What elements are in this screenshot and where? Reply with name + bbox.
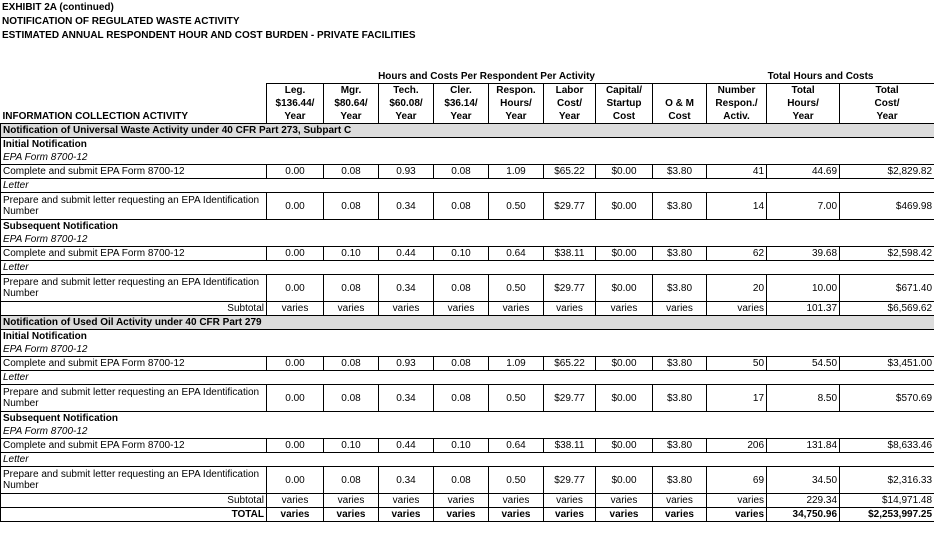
value-cell: varies bbox=[324, 494, 379, 508]
value-cell: 0.08 bbox=[434, 357, 489, 371]
value-cell: $2,829.82 bbox=[840, 165, 934, 179]
value-cell: varies bbox=[379, 508, 434, 522]
subsection-header bbox=[1, 220, 934, 234]
table-row bbox=[1, 467, 934, 494]
value-cell: 0.50 bbox=[489, 385, 544, 412]
column-header: $60.08/ bbox=[379, 97, 434, 110]
value-cell: 0.00 bbox=[267, 165, 324, 179]
column-header-row bbox=[1, 110, 934, 124]
subsection-header bbox=[1, 138, 934, 152]
value-cell: 69 bbox=[707, 467, 767, 494]
activity-cell: Complete and submit EPA Form 8700-12 bbox=[1, 247, 267, 261]
row-label: Subtotal bbox=[1, 302, 267, 316]
column-header: $36.14/ bbox=[434, 97, 489, 110]
value-cell: $65.22 bbox=[544, 357, 596, 371]
column-header: Total bbox=[767, 84, 840, 98]
value-cell: 0.00 bbox=[267, 467, 324, 494]
section-header bbox=[1, 124, 934, 138]
value-cell: $0.00 bbox=[596, 275, 653, 302]
value-cell: varies bbox=[707, 494, 767, 508]
column-header: Startup bbox=[596, 97, 653, 110]
form-label-row bbox=[1, 151, 934, 165]
column-header: $80.64/ bbox=[324, 97, 379, 110]
table-row bbox=[1, 193, 934, 220]
value-cell: 0.00 bbox=[267, 275, 324, 302]
value-cell: 0.64 bbox=[489, 439, 544, 453]
activity-cell: Prepare and submit letter requesting an EPA Identification Number bbox=[1, 193, 267, 220]
table-row bbox=[1, 385, 934, 412]
value-cell: $0.00 bbox=[596, 247, 653, 261]
form-label: EPA Form 8700-12 bbox=[1, 425, 934, 439]
value-cell: 39.68 bbox=[767, 247, 840, 261]
value-cell: 0.10 bbox=[324, 439, 379, 453]
form-label: Letter bbox=[1, 371, 934, 385]
value-cell: varies bbox=[267, 302, 324, 316]
subsection-title: Initial Notification bbox=[1, 138, 934, 152]
value-cell: varies bbox=[324, 508, 379, 522]
table-row bbox=[1, 357, 934, 371]
column-header: Cost/ bbox=[840, 97, 934, 110]
form-label-row bbox=[1, 179, 934, 193]
form-label: EPA Form 8700-12 bbox=[1, 233, 934, 247]
column-header: Year bbox=[267, 110, 324, 124]
value-cell: varies bbox=[434, 508, 489, 522]
subsection-title: Initial Notification bbox=[1, 330, 934, 344]
value-cell: varies bbox=[379, 494, 434, 508]
form-label: EPA Form 8700-12 bbox=[1, 151, 934, 165]
form-label-row bbox=[1, 343, 934, 357]
value-cell: 0.00 bbox=[267, 247, 324, 261]
value-cell: varies bbox=[596, 302, 653, 316]
value-cell: 0.08 bbox=[324, 385, 379, 412]
column-header: O & M bbox=[653, 97, 707, 110]
exhibit-title: EXHIBIT 2A (continued) bbox=[2, 2, 114, 13]
value-cell: 1.09 bbox=[489, 165, 544, 179]
section-title: Notification of Universal Waste Activity under 40 CFR Part 273, Subpart C bbox=[1, 124, 934, 138]
value-cell: 0.34 bbox=[379, 275, 434, 302]
column-header bbox=[653, 84, 707, 98]
value-cell: varies bbox=[544, 302, 596, 316]
value-cell: varies bbox=[707, 302, 767, 316]
value-cell: $3,451.00 bbox=[840, 357, 934, 371]
group-header-totals: Total Hours and Costs bbox=[707, 70, 934, 84]
activity-cell: Prepare and submit letter requesting an EPA Identification Number bbox=[1, 467, 267, 494]
value-cell: 0.10 bbox=[324, 247, 379, 261]
value-cell: $3.80 bbox=[653, 467, 707, 494]
value-cell: 0.93 bbox=[379, 357, 434, 371]
section-header bbox=[1, 316, 934, 330]
form-label: Letter bbox=[1, 261, 934, 275]
value-cell: 7.00 bbox=[767, 193, 840, 220]
value-cell: 0.10 bbox=[434, 439, 489, 453]
value-cell: 0.50 bbox=[489, 467, 544, 494]
value-cell: 17 bbox=[707, 385, 767, 412]
column-header: Year bbox=[767, 110, 840, 124]
group-header-row bbox=[1, 70, 934, 84]
column-header: Hours/ bbox=[489, 97, 544, 110]
value-cell: varies bbox=[267, 494, 324, 508]
value-cell: $2,253,997.25 bbox=[840, 508, 934, 522]
column-header: Respon. bbox=[489, 84, 544, 98]
subsection-title: Subsequent Notification bbox=[1, 220, 934, 234]
column-header: Activ. bbox=[707, 110, 767, 124]
column-header: Mgr. bbox=[324, 84, 379, 98]
column-header: Cler. bbox=[434, 84, 489, 98]
value-cell: $570.69 bbox=[840, 385, 934, 412]
table-row bbox=[1, 275, 934, 302]
subsection-header bbox=[1, 412, 934, 426]
value-cell: 0.08 bbox=[434, 385, 489, 412]
form-label: EPA Form 8700-12 bbox=[1, 343, 934, 357]
row-label: Subtotal bbox=[1, 494, 267, 508]
value-cell: varies bbox=[596, 494, 653, 508]
activity-cell: Prepare and submit letter requesting an EPA Identification Number bbox=[1, 385, 267, 412]
column-header: Year bbox=[544, 110, 596, 124]
value-cell: $29.77 bbox=[544, 467, 596, 494]
value-cell: 20 bbox=[707, 275, 767, 302]
column-header: Total bbox=[840, 84, 934, 98]
row-label: TOTAL bbox=[1, 508, 267, 522]
subsection-header bbox=[1, 330, 934, 344]
value-cell: $3.80 bbox=[653, 193, 707, 220]
value-cell: varies bbox=[596, 508, 653, 522]
table-row bbox=[1, 247, 934, 261]
value-cell: 0.08 bbox=[324, 193, 379, 220]
value-cell: 14 bbox=[707, 193, 767, 220]
column-header: Year bbox=[840, 110, 934, 124]
value-cell: 0.34 bbox=[379, 385, 434, 412]
value-cell: $29.77 bbox=[544, 193, 596, 220]
value-cell: $2,316.33 bbox=[840, 467, 934, 494]
form-label-row bbox=[1, 371, 934, 385]
value-cell: 34,750.96 bbox=[767, 508, 840, 522]
value-cell: $14,971.48 bbox=[840, 494, 934, 508]
value-cell: 34.50 bbox=[767, 467, 840, 494]
value-cell: $6,569.62 bbox=[840, 302, 934, 316]
value-cell: 101.37 bbox=[767, 302, 840, 316]
value-cell: $3.80 bbox=[653, 247, 707, 261]
total-row bbox=[1, 508, 934, 522]
value-cell: 10.00 bbox=[767, 275, 840, 302]
value-cell: $0.00 bbox=[596, 385, 653, 412]
value-cell: varies bbox=[544, 494, 596, 508]
value-cell: 0.00 bbox=[267, 193, 324, 220]
form-label: Letter bbox=[1, 453, 934, 467]
value-cell: 0.08 bbox=[434, 193, 489, 220]
table-row bbox=[1, 439, 934, 453]
value-cell: $3.80 bbox=[653, 165, 707, 179]
value-cell: 62 bbox=[707, 247, 767, 261]
value-cell: $65.22 bbox=[544, 165, 596, 179]
value-cell: varies bbox=[544, 508, 596, 522]
value-cell: $38.11 bbox=[544, 247, 596, 261]
value-cell: $0.00 bbox=[596, 439, 653, 453]
value-cell: $3.80 bbox=[653, 275, 707, 302]
blank-cell bbox=[1, 84, 267, 98]
column-header: Capital/ bbox=[596, 84, 653, 98]
value-cell: 0.93 bbox=[379, 165, 434, 179]
column-header: Labor bbox=[544, 84, 596, 98]
form-label: Letter bbox=[1, 179, 934, 193]
value-cell: 229.34 bbox=[767, 494, 840, 508]
column-header: $136.44/ bbox=[267, 97, 324, 110]
value-cell: 41 bbox=[707, 165, 767, 179]
value-cell: 0.08 bbox=[324, 357, 379, 371]
value-cell: 0.50 bbox=[489, 275, 544, 302]
value-cell: 0.08 bbox=[324, 467, 379, 494]
value-cell: 54.50 bbox=[767, 357, 840, 371]
column-header: Number bbox=[707, 84, 767, 98]
blank-cell bbox=[1, 97, 267, 110]
value-cell: 8.50 bbox=[767, 385, 840, 412]
subtotal-row bbox=[1, 302, 934, 316]
exhibit-caption: ESTIMATED ANNUAL RESPONDENT HOUR AND COST BURDEN - PRIVATE FACILITIES bbox=[2, 30, 416, 41]
value-cell: 0.44 bbox=[379, 439, 434, 453]
column-header: Year bbox=[324, 110, 379, 124]
subtotal-row bbox=[1, 494, 934, 508]
value-cell: 0.00 bbox=[267, 385, 324, 412]
value-cell: 0.08 bbox=[434, 467, 489, 494]
exhibit-title-block bbox=[2, 1, 416, 43]
column-header: Cost bbox=[596, 110, 653, 124]
value-cell: varies bbox=[267, 508, 324, 522]
value-cell: $8,633.46 bbox=[840, 439, 934, 453]
column-header: Respon./ bbox=[707, 97, 767, 110]
value-cell: $29.77 bbox=[544, 275, 596, 302]
value-cell: 1.09 bbox=[489, 357, 544, 371]
value-cell: $469.98 bbox=[840, 193, 934, 220]
value-cell: $2,598.42 bbox=[840, 247, 934, 261]
column-header: Tech. bbox=[379, 84, 434, 98]
value-cell: $3.80 bbox=[653, 357, 707, 371]
form-label-row bbox=[1, 261, 934, 275]
activity-cell: Prepare and submit letter requesting an EPA Identification Number bbox=[1, 275, 267, 302]
value-cell: 0.00 bbox=[267, 439, 324, 453]
column-header: Cost bbox=[653, 110, 707, 124]
column-header: Year bbox=[434, 110, 489, 124]
form-label-row bbox=[1, 425, 934, 439]
value-cell: 0.00 bbox=[267, 357, 324, 371]
value-cell: 206 bbox=[707, 439, 767, 453]
section-title: Notification of Used Oil Activity under 40 CFR Part 279 bbox=[1, 316, 934, 330]
value-cell: varies bbox=[653, 494, 707, 508]
activity-cell: Complete and submit EPA Form 8700-12 bbox=[1, 165, 267, 179]
value-cell: varies bbox=[707, 508, 767, 522]
value-cell: 0.08 bbox=[324, 275, 379, 302]
value-cell: $0.00 bbox=[596, 193, 653, 220]
value-cell: varies bbox=[489, 302, 544, 316]
value-cell: $0.00 bbox=[596, 467, 653, 494]
value-cell: 0.10 bbox=[434, 247, 489, 261]
column-header: Year bbox=[489, 110, 544, 124]
value-cell: varies bbox=[324, 302, 379, 316]
column-header-row bbox=[1, 84, 934, 98]
value-cell: $38.11 bbox=[544, 439, 596, 453]
value-cell: 50 bbox=[707, 357, 767, 371]
value-cell: $0.00 bbox=[596, 357, 653, 371]
value-cell: varies bbox=[653, 302, 707, 316]
value-cell: varies bbox=[653, 508, 707, 522]
form-label-row bbox=[1, 233, 934, 247]
blank-cell bbox=[1, 70, 267, 84]
value-cell: varies bbox=[489, 494, 544, 508]
value-cell: varies bbox=[434, 494, 489, 508]
burden-table bbox=[0, 70, 934, 522]
value-cell: 0.34 bbox=[379, 193, 434, 220]
activity-column-header: INFORMATION COLLECTION ACTIVITY bbox=[2, 111, 189, 122]
value-cell: varies bbox=[434, 302, 489, 316]
value-cell: 131.84 bbox=[767, 439, 840, 453]
table-row bbox=[1, 165, 934, 179]
column-header: Year bbox=[379, 110, 434, 124]
value-cell: 0.08 bbox=[434, 275, 489, 302]
value-cell: 0.08 bbox=[434, 165, 489, 179]
value-cell: varies bbox=[489, 508, 544, 522]
activity-cell: Complete and submit EPA Form 8700-12 bbox=[1, 357, 267, 371]
value-cell: $0.00 bbox=[596, 165, 653, 179]
value-cell: $29.77 bbox=[544, 385, 596, 412]
value-cell: 0.34 bbox=[379, 467, 434, 494]
column-header: Cost/ bbox=[544, 97, 596, 110]
value-cell: $671.40 bbox=[840, 275, 934, 302]
column-header: Hours/ bbox=[767, 97, 840, 110]
column-header: Leg. bbox=[267, 84, 324, 98]
value-cell: varies bbox=[379, 302, 434, 316]
exhibit-subtitle: NOTIFICATION OF REGULATED WASTE ACTIVITY bbox=[2, 16, 240, 27]
form-label-row bbox=[1, 453, 934, 467]
value-cell: 0.64 bbox=[489, 247, 544, 261]
subsection-title: Subsequent Notification bbox=[1, 412, 934, 426]
value-cell: 44.69 bbox=[767, 165, 840, 179]
group-header-per-activity: Hours and Costs Per Respondent Per Activity bbox=[267, 70, 707, 84]
value-cell: $3.80 bbox=[653, 439, 707, 453]
value-cell: 0.50 bbox=[489, 193, 544, 220]
column-header-row bbox=[1, 97, 934, 110]
value-cell: 0.08 bbox=[324, 165, 379, 179]
value-cell: 0.44 bbox=[379, 247, 434, 261]
activity-cell: Complete and submit EPA Form 8700-12 bbox=[1, 439, 267, 453]
value-cell: $3.80 bbox=[653, 385, 707, 412]
